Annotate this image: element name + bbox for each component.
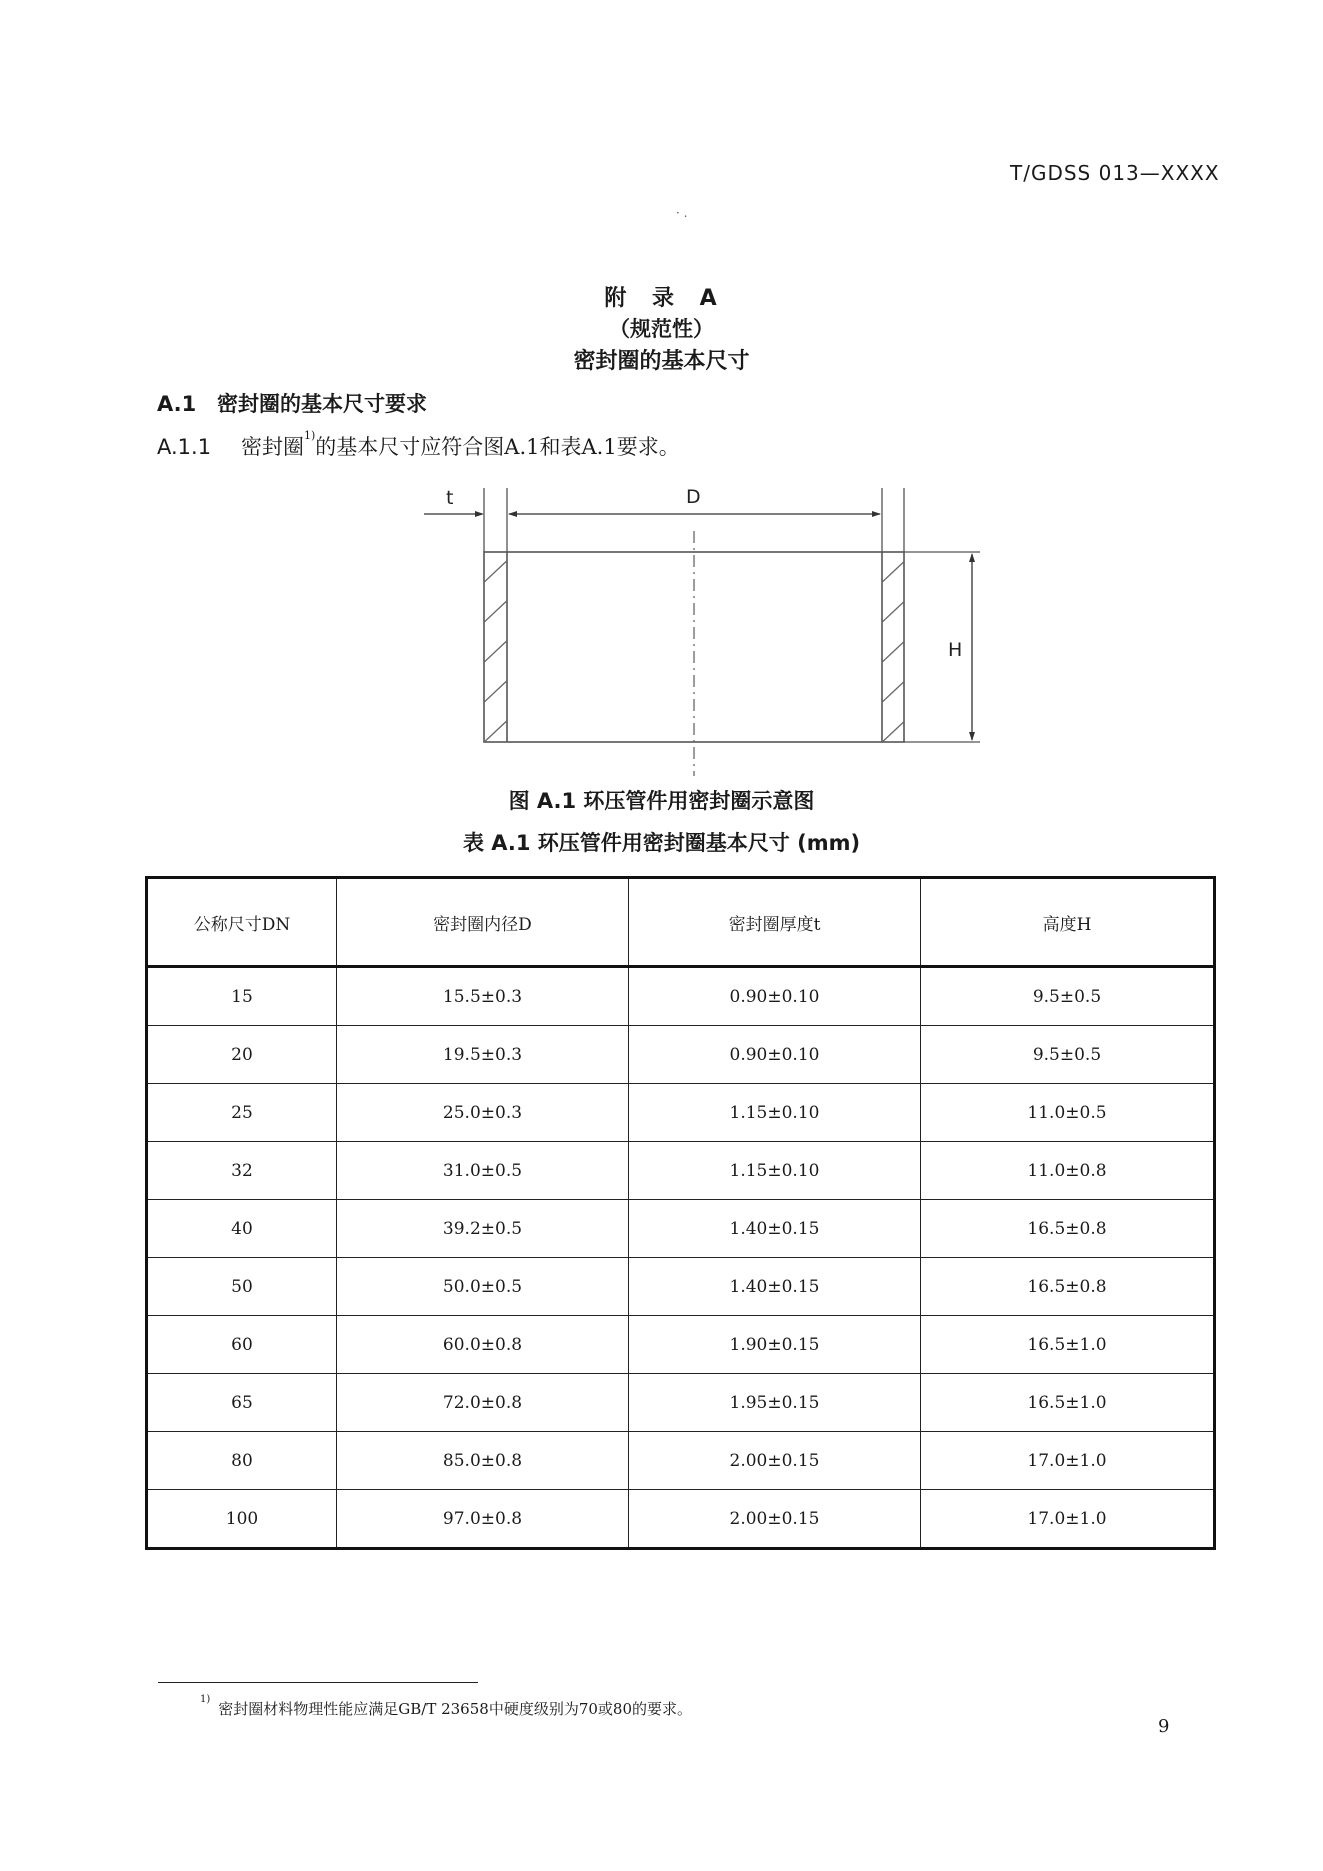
table-row	[147, 1258, 1215, 1316]
cell-thickness: 2.00±0.15	[629, 1490, 921, 1549]
cell-nominal-size: 40	[147, 1200, 337, 1258]
table-row	[147, 1026, 1215, 1084]
extension-lines	[484, 488, 980, 742]
footnote	[200, 1694, 692, 1719]
footnote-marker: 1)	[200, 1694, 211, 1705]
table-row	[147, 1432, 1215, 1490]
cell-inner-diameter: 72.0±0.8	[337, 1374, 629, 1432]
cell-height: 16.5±0.8	[921, 1258, 1215, 1316]
cell-nominal-size: 60	[147, 1316, 337, 1374]
document-code: T/GDSS 013—XXXX	[1010, 161, 1220, 185]
cell-inner-diameter: 97.0±0.8	[337, 1490, 629, 1549]
cell-thickness: 1.40±0.15	[629, 1200, 921, 1258]
cell-thickness: 1.40±0.15	[629, 1258, 921, 1316]
clause-a1-1	[157, 431, 680, 461]
table-caption: 表 A.1 环压管件用密封圈基本尺寸 (mm)	[462, 831, 861, 855]
figure-caption: 图 A.1 环压管件用密封圈示意图	[508, 789, 815, 813]
table-header-row	[147, 878, 1215, 967]
cell-thickness: 1.95±0.15	[629, 1374, 921, 1432]
dimension-h	[969, 553, 975, 741]
header-nominal-size: 公称尺寸DN	[147, 878, 337, 967]
cell-thickness: 1.15±0.10	[629, 1142, 921, 1200]
cell-height: 11.0±0.5	[921, 1084, 1215, 1142]
cell-thickness: 0.90±0.10	[629, 967, 921, 1026]
annex-title: 密封圈的基本尺寸	[573, 349, 750, 374]
cell-nominal-size: 100	[147, 1490, 337, 1549]
label-h: H	[948, 639, 963, 661]
seal-dimensions-table	[145, 876, 1216, 1550]
dimension-d	[508, 511, 881, 517]
page-number: 9	[1158, 1716, 1170, 1737]
cell-height: 16.5±1.0	[921, 1316, 1215, 1374]
cell-nominal-size: 65	[147, 1374, 337, 1432]
dimension-t	[424, 511, 484, 517]
cell-nominal-size: 15	[147, 967, 337, 1026]
footnote-divider	[158, 1682, 478, 1683]
header-thickness: 密封圈厚度t	[629, 878, 921, 967]
seal-ring-diagram	[420, 476, 1000, 776]
table-row	[147, 967, 1215, 1026]
cell-thickness: 1.90±0.15	[629, 1316, 921, 1374]
cell-height: 9.5±0.5	[921, 1026, 1215, 1084]
cell-height: 17.0±1.0	[921, 1490, 1215, 1549]
table-row	[147, 1200, 1215, 1258]
clause-number: A.1	[157, 392, 197, 416]
cell-inner-diameter: 15.5±0.3	[337, 967, 629, 1026]
footnote-text: 密封圈材料物理性能应满足GB/T 23658中硬度级别为70或80的要求。	[218, 1700, 692, 1718]
annex-nature: （规范性）	[609, 317, 714, 341]
table-row	[147, 1084, 1215, 1142]
cell-inner-diameter: 39.2±0.5	[337, 1200, 629, 1258]
header-height: 高度H	[921, 878, 1215, 967]
annex-label: 附 录 A	[604, 286, 719, 311]
cell-inner-diameter: 60.0±0.8	[337, 1316, 629, 1374]
cell-height: 16.5±0.8	[921, 1200, 1215, 1258]
cell-inner-diameter: 85.0±0.8	[337, 1432, 629, 1490]
table-row	[147, 1142, 1215, 1200]
cell-nominal-size: 80	[147, 1432, 337, 1490]
table-row	[147, 1316, 1215, 1374]
table-body	[147, 967, 1215, 1549]
cell-thickness: 1.15±0.10	[629, 1084, 921, 1142]
clause-title: 密封圈的基本尺寸要求	[217, 392, 427, 416]
footnote-reference: 1)	[304, 429, 316, 442]
cell-nominal-size: 25	[147, 1084, 337, 1142]
table-row	[147, 1374, 1215, 1432]
cell-inner-diameter: 31.0±0.5	[337, 1142, 629, 1200]
cell-height: 9.5±0.5	[921, 967, 1215, 1026]
cell-thickness: 2.00±0.15	[629, 1432, 921, 1490]
cell-inner-diameter: 19.5±0.3	[337, 1026, 629, 1084]
label-t: t	[446, 487, 454, 509]
header-inner-diameter: 密封圈内径D	[337, 878, 629, 967]
cell-height: 16.5±1.0	[921, 1374, 1215, 1432]
cell-nominal-size: 50	[147, 1258, 337, 1316]
stray-marks: · .	[676, 206, 688, 220]
label-d: D	[686, 486, 701, 508]
table-row	[147, 1490, 1215, 1549]
clause-text-before: 密封圈	[241, 435, 304, 459]
cell-height: 11.0±0.8	[921, 1142, 1215, 1200]
cell-nominal-size: 20	[147, 1026, 337, 1084]
cell-height: 17.0±1.0	[921, 1432, 1215, 1490]
clause-a1-heading	[157, 388, 427, 418]
cell-thickness: 0.90±0.10	[629, 1026, 921, 1084]
clause-text-after: 的基本尺寸应符合图A.1和表A.1要求。	[315, 435, 680, 459]
clause-number: A.1.1	[157, 435, 212, 459]
cell-inner-diameter: 50.0±0.5	[337, 1258, 629, 1316]
cell-nominal-size: 32	[147, 1142, 337, 1200]
cell-inner-diameter: 25.0±0.3	[337, 1084, 629, 1142]
